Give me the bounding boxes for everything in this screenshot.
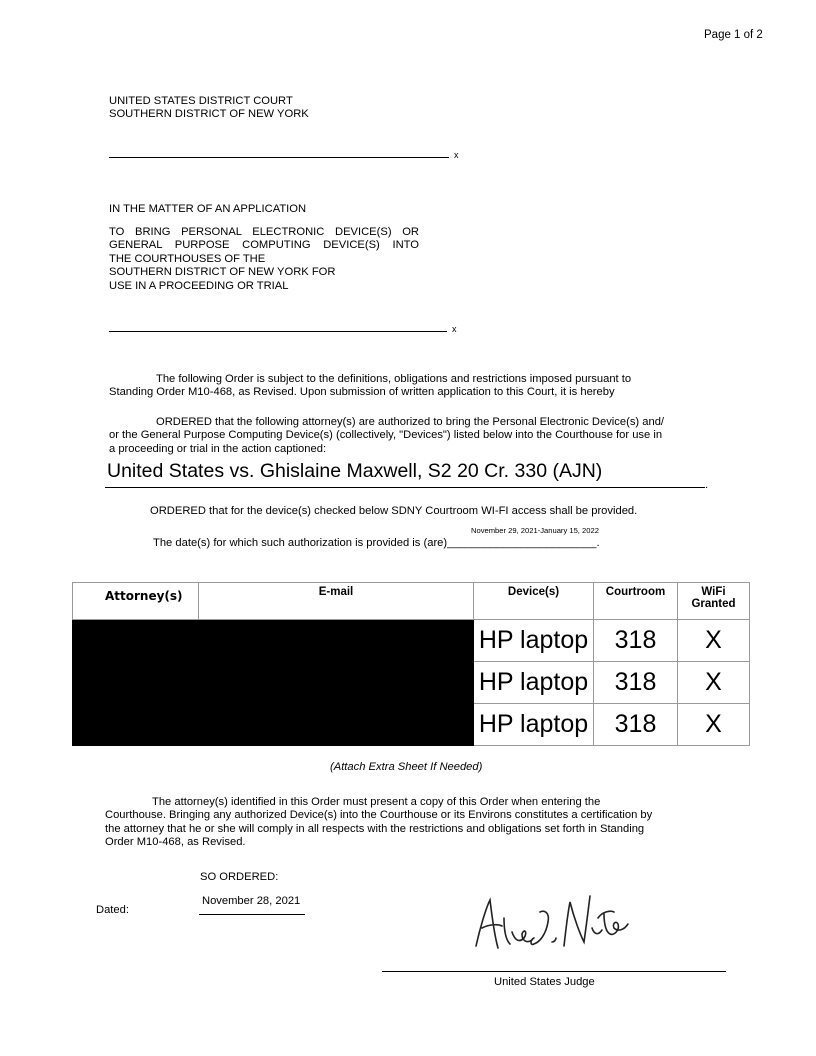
redacted-attorney-email <box>73 620 474 662</box>
devices-table <box>72 582 750 746</box>
order-intro-paragraph <box>109 373 684 400</box>
caption-rule-top <box>109 157 449 158</box>
caption-rule-bottom <box>109 331 447 332</box>
dated-label: Dated: <box>96 904 129 916</box>
court-heading <box>109 95 309 122</box>
wifi-granted-cell: X <box>678 704 750 746</box>
paragraph-line: a proceeding or trial in the action captioned: <box>109 442 327 455</box>
courtroom-cell: 318 <box>594 662 678 704</box>
header-courtroom: Courtroom <box>594 583 678 620</box>
dates-label: The date(s) for which such authorization is provided is (are) <box>153 537 448 549</box>
header-wifi: WiFi Granted <box>678 583 750 620</box>
dated-value: November 28, 2021 <box>202 895 301 907</box>
wifi-granted-cell: X <box>678 662 750 704</box>
paragraph-line: The following Order is subject to the definitions, obligations and restrictions imposed pursuant to <box>156 373 632 385</box>
caption-text <box>109 226 419 293</box>
caption-x-bottom: x <box>452 324 457 334</box>
judge-label: United States Judge <box>494 976 595 988</box>
caption-line: USE IN A PROCEEDING OR TRIAL <box>109 279 289 292</box>
case-title-period: . <box>705 479 709 491</box>
authorization-paragraph <box>109 416 716 456</box>
page-number: Page 1 of 2 <box>704 29 763 41</box>
court-name: UNITED STATES DISTRICT COURT <box>109 95 293 107</box>
authorization-dates-line <box>153 537 600 550</box>
authorization-dates: November 29, 2021-January 15, 2022 <box>471 526 599 535</box>
paragraph-line: the attorney that he or she will comply in all respects with the restrictions and obligations set forth in Standing <box>105 822 645 835</box>
device-cell: HP laptop <box>474 620 594 662</box>
court-district: SOUTHERN DISTRICT OF NEW YORK <box>109 108 309 121</box>
caption-line: SOUTHERN DISTRICT OF NEW YORK FOR <box>109 266 336 279</box>
wifi-order-text: ORDERED that for the device(s) checked below SDNY Courtroom WI-FI access shall be provided. <box>150 505 638 517</box>
paragraph-line: The attorney(s) identified in this Order must present a copy of this Order when entering the <box>152 796 601 808</box>
paragraph-line: or the General Purpose Computing Device(s) (collectively, "Devices") listed below into the Courthouse for use in <box>109 429 663 442</box>
caption-x-top: x <box>454 150 459 160</box>
paragraph-line: Courthouse. Bringing any authorized Device(s) into the Courthouse or its Environs constitutes a certification by <box>105 809 653 822</box>
table-row <box>73 662 750 704</box>
judge-signature <box>468 888 638 958</box>
courtroom-cell: 318 <box>594 620 678 662</box>
header-attorney: Attorney(s) <box>73 583 199 620</box>
caption-line: GENERAL PURPOSE COMPUTING DEVICE(S) INTO <box>109 239 419 252</box>
table-row <box>73 620 750 662</box>
attach-extra-sheet-note: (Attach Extra Sheet If Needed) <box>330 761 483 773</box>
dates-period: . <box>596 537 600 549</box>
matter-line: IN THE MATTER OF AN APPLICATION <box>109 203 307 215</box>
so-ordered-label: SO ORDERED: <box>200 871 279 883</box>
caption-line: TO BRING PERSONAL ELECTRONIC DEVICE(S) OR <box>109 226 419 238</box>
paragraph-line: Order M10-468, as Revised. <box>105 836 246 849</box>
judge-signature-rule <box>382 971 726 972</box>
caption-line: THE COURTHOUSES OF THE <box>109 252 266 265</box>
paragraph-line: ORDERED that the following attorney(s) are authorized to bring the Personal Electronic Device(s) and/ <box>156 416 665 428</box>
paragraph-line: Standing Order M10-468, as Revised. Upon submission of written application to this Court, it is hereby <box>109 386 615 399</box>
table-header-row <box>73 583 750 620</box>
dated-rule <box>199 914 305 915</box>
header-devices: Device(s) <box>474 583 594 620</box>
case-title: United States vs. Ghislaine Maxwell, S2 20 Cr. 330 (AJN) <box>107 460 603 482</box>
case-title-rule <box>105 487 705 488</box>
redacted-attorney-email <box>73 662 474 704</box>
certification-paragraph <box>105 796 700 850</box>
device-cell: HP laptop <box>474 662 594 704</box>
header-email: E-mail <box>199 583 474 620</box>
wifi-granted-cell: X <box>678 620 750 662</box>
courtroom-cell: 318 <box>594 704 678 746</box>
dates-blank: ________________________ <box>447 537 597 549</box>
redacted-attorney-email <box>73 704 474 746</box>
table-row <box>73 704 750 746</box>
device-cell: HP laptop <box>474 704 594 746</box>
